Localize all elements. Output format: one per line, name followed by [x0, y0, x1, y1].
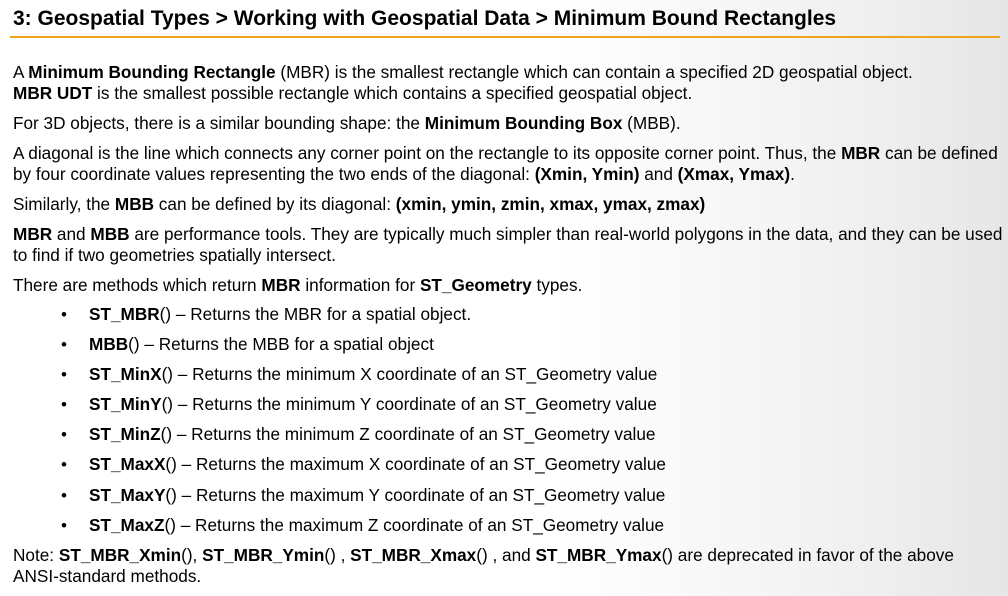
- text-span: () , and: [476, 544, 536, 565]
- method-name: ST_MinX: [89, 364, 162, 385]
- text-span: can be defined by four coordinate values representing the two ends of the diagonal:: [13, 143, 998, 184]
- term-mbr: MBR: [13, 224, 53, 244]
- slide-title: 3: Geospatial Types > Working with Geospatial Data > Minimum Bound Rectangles: [13, 7, 837, 30]
- list-item-st-minz: [13, 424, 1003, 454]
- method-parens: (): [165, 484, 177, 505]
- list-item-st-minx: [13, 364, 1003, 394]
- method-parens: (): [159, 304, 172, 324]
- term-mbb: MBB: [90, 224, 130, 244]
- paragraph-mbb-diagonal: [13, 194, 1003, 215]
- method-parens: (): [161, 364, 174, 385]
- term-min-coords: (Xmin, Ymin): [534, 164, 640, 184]
- method-description: – Returns the minimum Z coordinate of an ST_Geometry value: [172, 424, 656, 445]
- text-span: can be defined by its diagonal:: [154, 194, 396, 214]
- slide-content: [13, 62, 1003, 596]
- method-name: ST_MaxY: [89, 484, 166, 505]
- list-item-mbb: [13, 334, 1003, 364]
- method-name: ST_MBR_Ymax: [535, 544, 662, 565]
- method-name: ST_MinZ: [89, 424, 161, 445]
- text-span: (),: [181, 544, 203, 565]
- text-span: (MBR) is the smallest rectangle which can contain a specified 2D geospatial object.: [275, 62, 913, 82]
- text-span: is the smallest possible rectangle which contains a specified geospatial object.: [92, 83, 693, 103]
- text-span: () ,: [324, 544, 351, 565]
- method-description: – Returns the maximum Z coordinate of an ST_Geometry value: [175, 514, 665, 535]
- title-divider: [10, 36, 1000, 38]
- method-description: – Returns the maximum X coordinate of an ST_Geometry value: [176, 454, 666, 475]
- method-description: – Returns the MBB for a spatial object: [139, 334, 434, 355]
- bullet-icon: •: [61, 365, 67, 385]
- term-mbr: Minimum Bounding Rectangle: [28, 62, 276, 82]
- bullet-icon: •: [61, 425, 67, 445]
- method-description: – Returns the maximum Y coordinate of an ST_Geometry value: [176, 484, 666, 505]
- bullet-icon: •: [61, 455, 67, 475]
- text-span: For 3D objects, there is a similar bounding shape: the: [13, 113, 425, 133]
- text-span: () are deprecated in favor of the above ANSI-standard methods.: [13, 544, 954, 586]
- text-span: A diagonal is the line which connects any corner point on the rectangle to its opposite corner point. Thus, the: [13, 143, 842, 163]
- text-span: types.: [531, 275, 583, 295]
- bullet-icon: •: [61, 305, 67, 324]
- list-item-st-maxy: [13, 485, 1003, 515]
- text-span: Note:: [13, 544, 59, 565]
- method-parens: (): [164, 514, 176, 535]
- method-name: ST_MaxX: [89, 454, 166, 475]
- text-span: and: [52, 224, 91, 244]
- term-mbb: MBB: [114, 194, 155, 214]
- paragraph-mbr-definition: [13, 62, 1003, 104]
- paragraph-deprecation-note: [13, 545, 1003, 587]
- method-name: MBB: [89, 334, 129, 355]
- text-span: information for: [300, 275, 420, 295]
- method-parens: (): [161, 394, 174, 415]
- list-item-st-maxx: [13, 454, 1003, 484]
- term-st-geometry: ST_Geometry: [419, 275, 532, 295]
- method-description: – Returns the minimum X coordinate of an ST_Geometry value: [173, 364, 658, 385]
- text-span: Similarly, the: [13, 194, 115, 214]
- bullet-icon: •: [61, 485, 67, 505]
- text-span: .: [790, 164, 795, 184]
- method-parens: (): [165, 454, 177, 475]
- paragraph-mbb-definition: [13, 113, 1003, 134]
- method-description: – Returns the MBR for a spatial object.: [171, 304, 472, 324]
- list-item-st-maxz: [13, 515, 1003, 545]
- bullet-icon: •: [61, 335, 67, 355]
- bullet-icon: •: [61, 395, 67, 415]
- method-description: – Returns the minimum Y coordinate of an ST_Geometry value: [173, 394, 657, 415]
- text-span: (MBB).: [622, 113, 681, 133]
- text-span: A: [13, 62, 29, 82]
- text-span: There are methods which return: [13, 275, 262, 295]
- text-span: and: [639, 164, 678, 184]
- method-name: ST_MBR_Ymin: [202, 544, 325, 565]
- term-mbr-udt: MBR UDT: [13, 83, 93, 103]
- method-name: ST_MinY: [89, 394, 162, 415]
- method-name: ST_MBR_Xmax: [350, 544, 477, 565]
- term-mbb: Minimum Bounding Box: [424, 113, 623, 133]
- bullet-icon: •: [61, 515, 67, 535]
- list-item-st-miny: [13, 394, 1003, 424]
- term-max-coords: (Xmax, Ymax): [677, 164, 791, 184]
- term-mbb-coords: (xmin, ymin, zmin, xmax, ymax, zmax): [395, 194, 706, 214]
- term-mbr: MBR: [841, 143, 881, 163]
- method-name: ST_MBR_Xmin: [58, 544, 182, 565]
- method-name: ST_MaxZ: [89, 514, 165, 535]
- method-parens: (): [160, 424, 173, 445]
- text-span: are performance tools. They are typically much simpler than real-world polygons in the data, and they can be used to find if two geometries spatially intersect.: [13, 224, 1003, 265]
- method-name: ST_MBR: [89, 304, 160, 324]
- list-item-st-mbr: [13, 304, 1003, 334]
- method-parens: (): [128, 334, 140, 355]
- paragraph-methods-intro: [13, 275, 1003, 296]
- methods-list: [13, 304, 1003, 545]
- paragraph-performance: [13, 224, 1003, 266]
- term-mbr: MBR: [261, 275, 301, 295]
- paragraph-diagonal: [13, 143, 1003, 185]
